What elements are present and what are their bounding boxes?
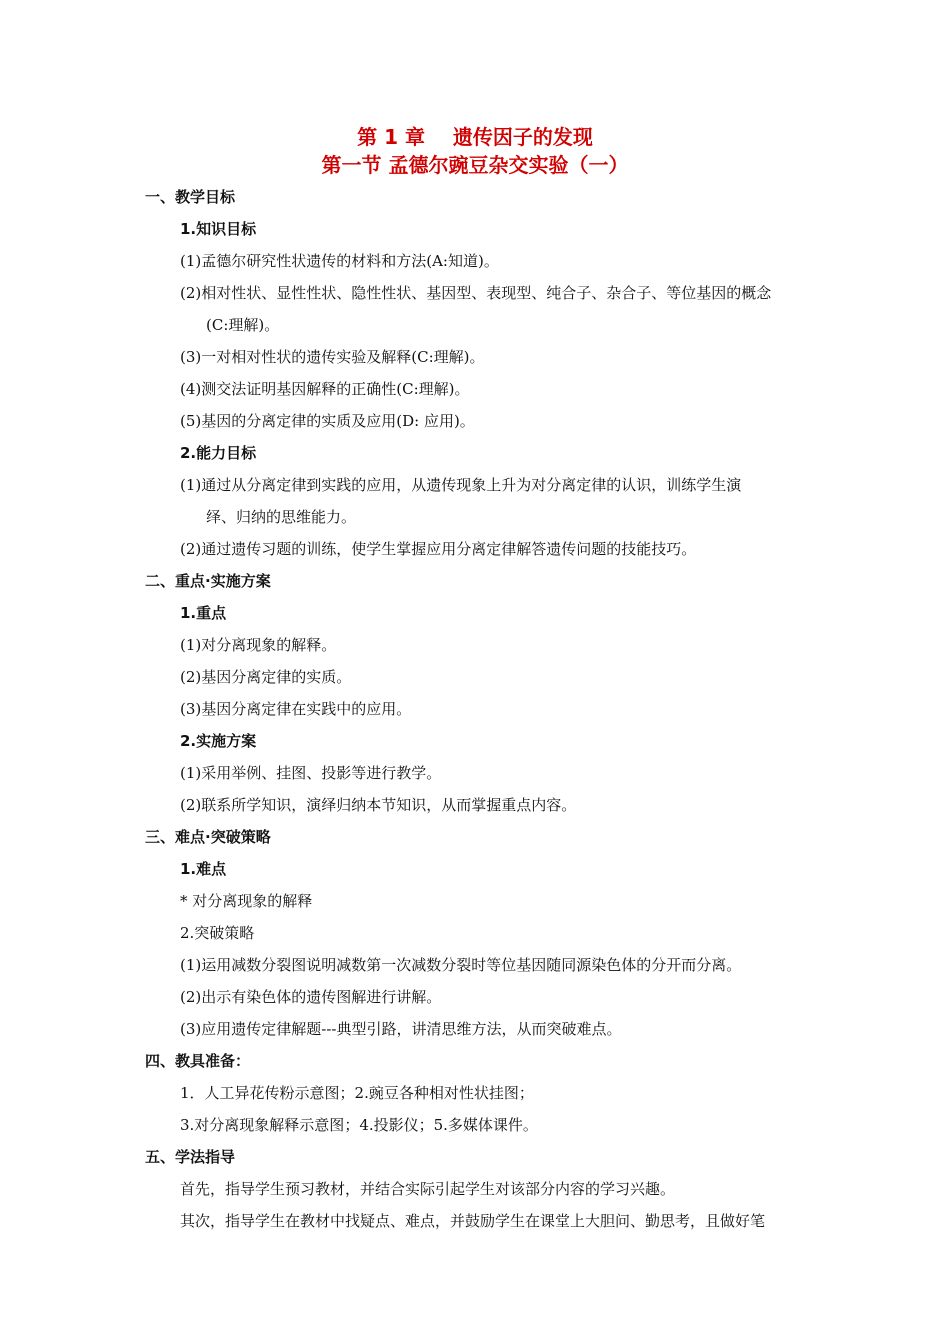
- subheading-implementation: 2.实施方案: [180, 732, 257, 750]
- subheading-key-points: 1.重点: [180, 604, 227, 622]
- heading-key-points: 二、重点·实施方案: [145, 572, 271, 590]
- subheading-strategy: 2.突破策略: [180, 924, 255, 942]
- implementation-item-2: (2)联系所学知识，演绎归纳本节知识，从而掌握重点内容。: [180, 796, 577, 814]
- section-title: 第一节 孟德尔豌豆杂交实验（一）: [321, 153, 629, 177]
- teaching-aids-line-2: 3.对分离现象解释示意图；4.投影仪；5.多媒体课件。: [180, 1116, 538, 1134]
- knowledge-item-4: (4)测交法证明基因解释的正确性(C:理解)。: [180, 380, 470, 398]
- strategy-item-1: (1)运用减数分裂图说明减数第一次减数分裂时等位基因随同源染色体的分开而分离。: [180, 956, 742, 974]
- subheading-difficulty: 1.难点: [180, 860, 227, 878]
- strategy-item-3: (3)应用遗传定律解题---典型引路，讲清思维方法，从而突破难点。: [180, 1020, 622, 1038]
- strategy-item-2: (2)出示有染色体的遗传图解进行讲解。: [180, 988, 442, 1006]
- ability-item-2: (2)通过遗传习题的训练，使学生掌握应用分离定律解答遗传问题的技能技巧。: [180, 540, 697, 558]
- heading-teaching-goals: 一、教学目标: [145, 188, 236, 206]
- heading-difficulties: 三、难点·突破策略: [145, 828, 271, 846]
- chapter-title: 第 1 章 遗传因子的发现: [357, 125, 593, 149]
- key-point-1: (1)对分离现象的解释。: [180, 636, 337, 654]
- study-guidance-para-1: 首先，指导学生预习教材，并结合实际引起学生对该部分内容的学习兴趣。: [180, 1180, 676, 1198]
- ability-item-1: (1)通过从分离定律到实践的应用，从遗传现象上升为对分离定律的认识，训练学生演: [180, 476, 742, 494]
- knowledge-item-3: (3)一对相对性状的遗传实验及解释(C:理解)。: [180, 348, 485, 366]
- key-point-2: (2)基因分离定律的实质。: [180, 668, 352, 686]
- difficulty-item-1: * 对分离现象的解释: [180, 892, 313, 910]
- knowledge-item-2-cont: (C:理解)。: [206, 316, 280, 334]
- heading-teaching-aids: 四、教具准备：: [145, 1052, 251, 1070]
- study-guidance-para-2: 其次，指导学生在教材中找疑点、难点，并鼓励学生在课堂上大胆问、勤思考，且做好笔: [180, 1212, 766, 1230]
- subheading-knowledge-goals: 1.知识目标: [180, 220, 257, 238]
- knowledge-item-5: (5)基因的分离定律的实质及应用(D: 应用)。: [180, 412, 475, 430]
- subheading-ability-goals: 2.能力目标: [180, 444, 257, 462]
- implementation-item-1: (1)采用举例、挂图、投影等进行教学。: [180, 764, 442, 782]
- ability-item-1-cont: 绎、归纳的思维能力。: [206, 508, 357, 526]
- knowledge-item-2: (2)相对性状、显性性状、隐性性状、基因型、表现型、纯合子、杂合子、等位基因的概念: [180, 284, 772, 302]
- teaching-aids-line-1: 1．人工异花传粉示意图；2.豌豆各种相对性状挂图；: [180, 1084, 534, 1102]
- key-point-3: (3)基因分离定律在实践中的应用。: [180, 700, 412, 718]
- knowledge-item-1: (1)孟德尔研究性状遗传的材料和方法(A:知道)。: [180, 252, 499, 270]
- heading-study-guidance: 五、学法指导: [145, 1148, 236, 1166]
